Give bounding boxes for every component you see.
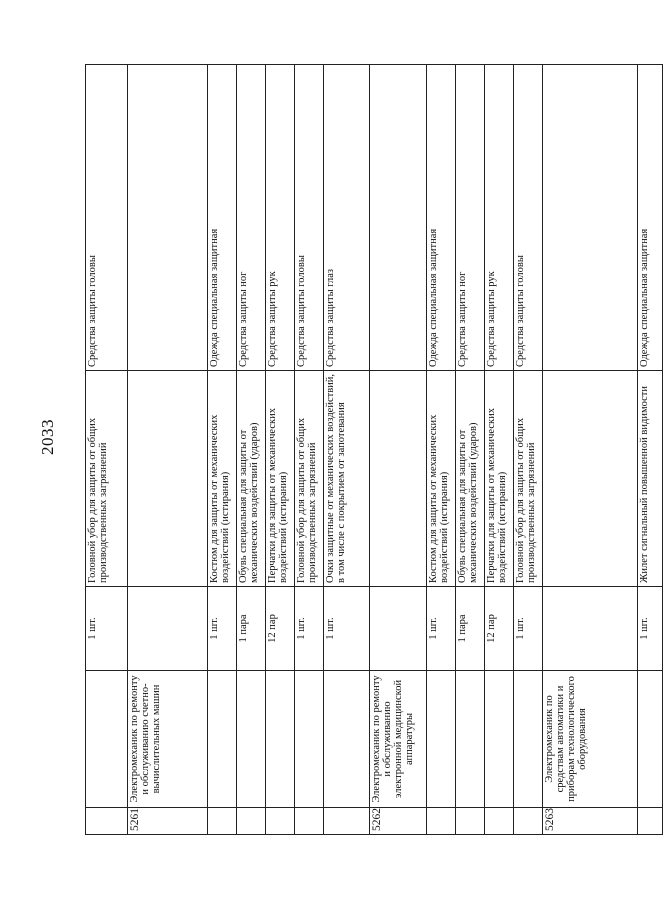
ppe-group-cell: Средства защиты рук bbox=[266, 65, 295, 371]
item-cell: Перчатки для защиты от механических воздействий (истирания) bbox=[485, 371, 514, 587]
quantity-cell: 1 шт. bbox=[427, 587, 456, 671]
ppe-group-cell bbox=[128, 65, 208, 371]
quantity-cell: 12 пар bbox=[485, 587, 514, 671]
profession-cell bbox=[266, 671, 295, 808]
quantity-cell: 1 шт. bbox=[324, 587, 370, 671]
profession-cell bbox=[86, 671, 128, 808]
profession-cell bbox=[237, 671, 266, 808]
table-row bbox=[485, 65, 514, 835]
code-cell bbox=[208, 808, 237, 835]
table-row bbox=[456, 65, 485, 835]
profession-cell bbox=[638, 671, 663, 808]
ppe-group-cell: Средства защиты головы bbox=[514, 65, 543, 371]
ppe-group-cell: Одежда специальная защитная bbox=[638, 65, 663, 371]
item-cell bbox=[128, 371, 208, 587]
profession-cell bbox=[485, 671, 514, 808]
code-cell bbox=[456, 808, 485, 835]
quantity-cell: 1 пара bbox=[237, 587, 266, 671]
profession-cell bbox=[324, 671, 370, 808]
item-cell: Обувь специальная для защиты от механических воздействий (ударов) bbox=[237, 371, 266, 587]
profession-cell bbox=[456, 671, 485, 808]
ppe-group-cell: Средства защиты глаз bbox=[324, 65, 370, 371]
quantity-cell: 1 шт. bbox=[295, 587, 324, 671]
item-cell: Перчатки для защиты от механических воздействий (истирания) bbox=[266, 371, 295, 587]
table-row bbox=[86, 65, 128, 835]
item-cell: Головной убор для защиты от общих производственных загрязнений bbox=[86, 371, 128, 587]
quantity-cell: 1 шт. bbox=[208, 587, 237, 671]
table-row bbox=[208, 65, 237, 835]
table-row bbox=[237, 65, 266, 835]
item-cell: Костюм для защиты от механических воздействий (истирания) bbox=[208, 371, 237, 587]
quantity-cell bbox=[128, 587, 208, 671]
ppe-group-cell bbox=[543, 65, 638, 371]
table-row bbox=[324, 65, 370, 835]
profession-cell bbox=[514, 671, 543, 808]
table-row bbox=[514, 65, 543, 835]
ppe-norms-table bbox=[85, 64, 663, 835]
profession-cell bbox=[427, 671, 456, 808]
item-cell: Жилет сигнальный повышенной видимости bbox=[638, 371, 663, 587]
profession-cell bbox=[295, 671, 324, 808]
ppe-group-cell: Средства защиты ног bbox=[237, 65, 266, 371]
item-cell: Обувь специальная для защиты от механических воздействий (ударов) bbox=[456, 371, 485, 587]
item-cell: Головной убор для защиты от общих производственных загрязнений bbox=[295, 371, 324, 587]
item-cell bbox=[543, 371, 638, 587]
table-row bbox=[427, 65, 456, 835]
ppe-group-cell: Средства защиты ног bbox=[456, 65, 485, 371]
profession-cell: Электромеханик по ремонту и обслуживанию счетно-вычислительных машин bbox=[128, 671, 208, 808]
quantity-cell bbox=[543, 587, 638, 671]
code-cell: 5261 bbox=[128, 808, 208, 835]
code-cell bbox=[514, 808, 543, 835]
code-cell bbox=[295, 808, 324, 835]
ppe-group-cell bbox=[370, 65, 427, 371]
code-cell bbox=[237, 808, 266, 835]
table-row bbox=[266, 65, 295, 835]
quantity-cell: 1 шт. bbox=[86, 587, 128, 671]
quantity-cell: 1 шт. bbox=[514, 587, 543, 671]
code-cell bbox=[324, 808, 370, 835]
code-cell bbox=[638, 808, 663, 835]
code-cell bbox=[485, 808, 514, 835]
code-cell: 5262 bbox=[370, 808, 427, 835]
quantity-cell: 1 шт. bbox=[638, 587, 663, 671]
profession-cell: Электромеханик по средствам автоматики и приборам технологического оборудования bbox=[543, 671, 638, 808]
page-number: 2033 bbox=[38, 419, 57, 455]
ppe-group-cell: Одежда специальная защитная bbox=[208, 65, 237, 371]
table-row bbox=[295, 65, 324, 835]
quantity-cell: 1 пара bbox=[456, 587, 485, 671]
table-row bbox=[128, 65, 208, 835]
quantity-cell bbox=[370, 587, 427, 671]
profession-cell: Электромеханик по ремонту и обслуживанию электронной медицинской аппаратуры bbox=[370, 671, 427, 808]
code-cell bbox=[266, 808, 295, 835]
code-cell bbox=[86, 808, 128, 835]
profession-cell bbox=[208, 671, 237, 808]
item-cell: Костюм для защиты от механических воздействий (истирания) bbox=[427, 371, 456, 587]
item-cell: Головной убор для защиты от общих производственных загрязнений bbox=[514, 371, 543, 587]
table-row bbox=[543, 65, 638, 835]
ppe-group-cell: Одежда специальная защитная bbox=[427, 65, 456, 371]
ppe-group-cell: Средства защиты рук bbox=[485, 65, 514, 371]
item-cell bbox=[370, 371, 427, 587]
ppe-group-cell: Средства защиты головы bbox=[295, 65, 324, 371]
ppe-group-cell: Средства защиты головы bbox=[86, 65, 128, 371]
table-row bbox=[638, 65, 663, 835]
table-row bbox=[370, 65, 427, 835]
item-cell: Очки защитные от механических воздействий, в том числе с покрытием от запотевания bbox=[324, 371, 370, 587]
table-body bbox=[86, 65, 663, 835]
code-cell bbox=[427, 808, 456, 835]
code-cell: 5263 bbox=[543, 808, 638, 835]
quantity-cell: 12 пар bbox=[266, 587, 295, 671]
